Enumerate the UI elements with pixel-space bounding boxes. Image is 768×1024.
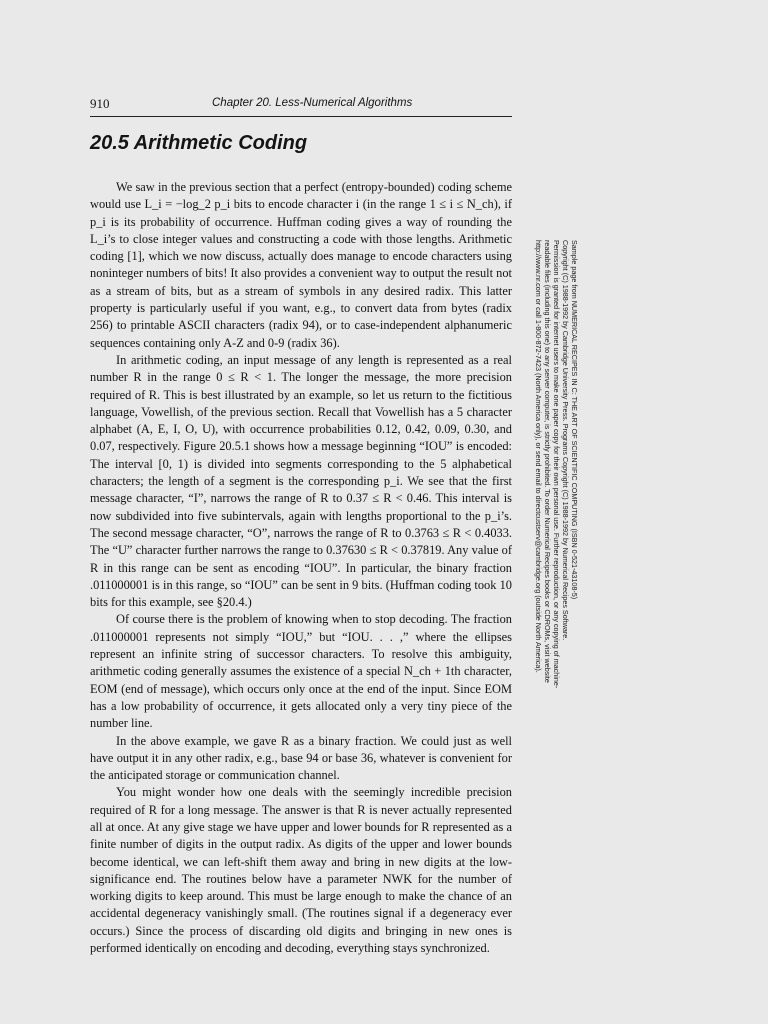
section-title: 20.5 Arithmetic Coding — [90, 132, 308, 154]
notice-line: Permission is granted for internet users to make one paper copy for their own personal use. Further reproduction, or any copying of machine- — [552, 240, 562, 689]
notice-line: http://www.nr.com or call 1-800-872-7423 (North America only), or send email to directcustserv@cambridge.org (outside North America). — [534, 240, 544, 673]
page-header — [90, 96, 512, 117]
paragraph: Of course there is the problem of knowing when to stop decoding. The fraction .011000001 represents not simply “IOU,” but “IOU. . . ,” where the ellipses represent an infinite string of successor characters. To resolve this ambiguity, arithmetic coding generally assumes the existence of a special N_ch + 1th character, EOM (end of message), which occurs only once at the end of the input. Since EOM has a low probability of occurrence, it gets allocated only a very tiny piece of the number line. — [90, 612, 512, 731]
paragraph: You might wonder how one deals with the seemingly incredible precision required of R for a long message. The answer is that R is never actually represented all at once. At any give stage we have upper and lower bounds for R represented as a finite number of digits in the output radix. As digits of the upper and lower bounds become identical, we can left-shift them away and bring in new digits at the low-significance end. The routines below have a parameter NWK for the number of working digits to keep around. This must be large enough to make the chance of an accidental degeneracy vanishingly small. (The routines signal if a degeneracy ever occurs.) Since the process of discarding old digits and bringing in new ones is performed identically on encoding and decoding, everything stays synchronized. — [90, 785, 512, 956]
paragraph: In the above example, we gave R as a binary fraction. We could just as well have output it in any other radix, e.g., base 94 or base 36, whatever is convenient for the anticipated storage or communication channel. — [90, 733, 512, 783]
notice-line: Sample page from NUMERICAL RECIPES IN C: THE ART OF SCIENTIFIC COMPUTING (ISBN 0-521-43108-5) — [570, 240, 579, 600]
notice-line: Copyright (C) 1988-1992 by Cambridge University Press. Programs Copyright (C) 1988-1992 by Numerical Recipes Software. — [561, 240, 571, 641]
notice-line: readable files (including this one) to any server computer, is strictly prohibited. To order Numerical Recipes books or CDROMs, visit website — [543, 240, 553, 683]
paragraph: In arithmetic coding, an input message of any length is represented as a real number R in the range 0 ≤ R < 1. The longer the message, the more precision required of R. This is best illustrated by an example, so let us return to the fictitious language, Vowellish, of the previous section. Recall that Vowellish has a 5 character alphabet (A, E, I, O, U), with occurrence probabilities 0.12, 0.42, 0.09, 0.30, and 0.07, respectively. Figure 20.5.1 shows how a message beginning “IOU” is encoded: The interval [0, 1) is divided into segments corresponding to the 5 alphabetical characters; the length of a segment is the corresponding p_i. We see that the first message character, “I”, narrows the range of R to 0.37 ≤ R < 0.46. This interval is now subdivided into five subintervals, again with lengths proportional to the p_i’s. The second message character, “O”, narrows the range of R to 0.3763 ≤ R < 0.4033. The “U” character further narrows the range to 0.37630 ≤ R < 0.37819. Any value of R in this range can be sent as encoding “IOU”. In particular, the binary fraction .011000001 is in this range, so “IOU” can be sent in 9 bits. (Huffman coding took 10 bits for this example, see §20.4.) — [90, 352, 512, 610]
body-text — [90, 179, 512, 957]
copyright-notice — [533, 240, 578, 760]
paragraph: We saw in the previous section that a perfect (entropy-bounded) coding scheme would use L_i = −log_2 p_i bits to encode character i (in the range 1 ≤ i ≤ N_ch), if p_i is its probability of occurrence. Huffman coding gives a way of rounding the L_i’s to close integer values and constructing a code with those lengths. Arithmetic coding [1], which we now discuss, actually does manage to encode characters using noninteger numbers of bits! It also provides a convenient way to output the result not as a stream of bits, but as a stream of symbols in any desired radix. This latter property is particularly useful if you want, e.g., to convert data from bytes (radix 256) to printable ASCII characters (radix 94), or to case-independent alphanumeric sequences containing only A-Z and 0-9 (radix 36). — [90, 180, 512, 350]
page-number: 910 — [90, 96, 110, 111]
running-head: Chapter 20. Less-Numerical Algorithms — [212, 97, 413, 109]
